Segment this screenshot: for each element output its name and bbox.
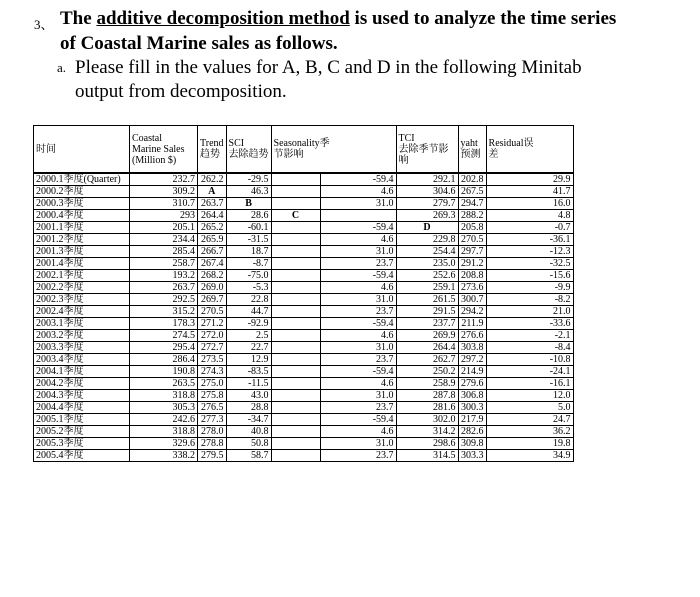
- period-cell: 2001.3季度: [34, 246, 130, 258]
- value-cell: 294.2: [458, 306, 486, 318]
- value-cell: 300.7: [458, 294, 486, 306]
- value-cell: -32.5: [486, 258, 573, 270]
- value-cell: 305.3: [130, 402, 198, 414]
- value-cell: 208.8: [458, 270, 486, 282]
- value-cell: 306.8: [458, 390, 486, 402]
- subquestion-line-1: Please fill in the values for A, B, C and D in the following Minitab: [75, 57, 582, 78]
- value-cell: 274.3: [198, 366, 227, 378]
- value-cell: 237.7: [396, 318, 458, 330]
- period-cell: 2000.4季度: [34, 210, 130, 222]
- value-cell: -9.9: [486, 282, 573, 294]
- value-cell: 31.0: [320, 294, 396, 306]
- value-cell: 282.6: [458, 426, 486, 438]
- value-cell: 310.7: [130, 198, 198, 210]
- value-cell: 211.9: [458, 318, 486, 330]
- value-cell: 318.8: [130, 426, 198, 438]
- value-cell: 259.1: [396, 282, 458, 294]
- value-cell: 202.8: [458, 173, 486, 186]
- header-sci: SCI 去除趋势: [226, 126, 271, 174]
- period-cell: 2000.3季度: [34, 198, 130, 210]
- value-cell: -12.3: [486, 246, 573, 258]
- value-cell: 40.8: [226, 426, 271, 438]
- value-cell: 288.2: [458, 210, 486, 222]
- table-row: [34, 282, 574, 294]
- value-cell: 23.7: [320, 402, 396, 414]
- table-row: [34, 330, 574, 342]
- value-cell: 31.0: [320, 438, 396, 450]
- value-cell: 263.7: [130, 282, 198, 294]
- period-cell: 2002.3季度: [34, 294, 130, 306]
- value-cell: -29.5: [226, 173, 271, 186]
- value-cell: 292.1: [396, 173, 458, 186]
- value-cell: 2.5: [226, 330, 271, 342]
- value-cell: 263.5: [130, 378, 198, 390]
- value-cell: 16.0: [486, 198, 573, 210]
- table-row: [34, 450, 574, 462]
- table-body: [34, 173, 574, 462]
- period-cell: 2002.4季度: [34, 306, 130, 318]
- value-cell: -75.0: [226, 270, 271, 282]
- value-cell: 229.8: [396, 234, 458, 246]
- table-row: [34, 366, 574, 378]
- value-cell: [271, 198, 320, 210]
- period-cell: 2001.4季度: [34, 258, 130, 270]
- value-cell: 267.5: [458, 186, 486, 198]
- value-cell: 302.0: [396, 414, 458, 426]
- value-cell: 58.7: [226, 450, 271, 462]
- value-cell: 269.0: [198, 282, 227, 294]
- subquestion-label: a.: [57, 60, 67, 75]
- subquestion-line-2: output from decomposition.: [75, 81, 287, 102]
- value-cell: -59.4: [320, 270, 396, 282]
- value-cell: 4.8: [486, 210, 573, 222]
- value-cell: 303.8: [458, 342, 486, 354]
- value-cell: -59.4: [320, 173, 396, 186]
- value-cell: -36.1: [486, 234, 573, 246]
- period-cell: 2004.3季度: [34, 390, 130, 402]
- value-cell: 338.2: [130, 450, 198, 462]
- period-cell: 2002.1季度: [34, 270, 130, 282]
- value-cell: 28.6: [226, 210, 271, 222]
- value-cell: [271, 270, 320, 282]
- period-cell: 2001.1季度: [34, 222, 130, 234]
- value-cell: -15.6: [486, 270, 573, 282]
- table-row: [34, 198, 574, 210]
- value-cell: -16.1: [486, 378, 573, 390]
- value-cell: 267.4: [198, 258, 227, 270]
- value-cell: 178.3: [130, 318, 198, 330]
- header-yhat: yaht 预测: [458, 126, 486, 174]
- value-cell: 21.0: [486, 306, 573, 318]
- value-cell: [271, 378, 320, 390]
- value-cell: 12.9: [226, 354, 271, 366]
- value-cell: -33.6: [486, 318, 573, 330]
- table-row: [34, 234, 574, 246]
- value-cell: 297.2: [458, 354, 486, 366]
- value-cell: 292.5: [130, 294, 198, 306]
- value-cell: [271, 258, 320, 270]
- value-cell: 285.4: [130, 246, 198, 258]
- value-cell: 4.6: [320, 186, 396, 198]
- value-cell: 34.9: [486, 450, 573, 462]
- value-cell: [271, 390, 320, 402]
- table-row: [34, 246, 574, 258]
- period-cell: 2000.1季度(Quarter): [34, 173, 130, 186]
- value-cell: 303.3: [458, 450, 486, 462]
- value-cell: [271, 186, 320, 198]
- value-cell: 5.0: [486, 402, 573, 414]
- value-cell: -60.1: [226, 222, 271, 234]
- value-cell: [271, 426, 320, 438]
- value-cell: [271, 342, 320, 354]
- value-cell: 36.2: [486, 426, 573, 438]
- value-cell: 279.7: [396, 198, 458, 210]
- value-cell: 291.2: [458, 258, 486, 270]
- table-row: [34, 186, 574, 198]
- header-sales: Coastal Marine Sales (Million $): [130, 126, 198, 174]
- value-cell: 24.7: [486, 414, 573, 426]
- value-cell: 41.7: [486, 186, 573, 198]
- value-cell: 217.9: [458, 414, 486, 426]
- header-trend: Trend 趋势: [198, 126, 227, 174]
- value-cell: 275.8: [198, 390, 227, 402]
- value-cell: -8.4: [486, 342, 573, 354]
- period-cell: 2001.2季度: [34, 234, 130, 246]
- value-cell: 273.6: [458, 282, 486, 294]
- value-cell: 271.2: [198, 318, 227, 330]
- value-cell: 44.7: [226, 306, 271, 318]
- value-cell: 22.7: [226, 342, 271, 354]
- value-cell: [320, 210, 396, 222]
- value-cell: -24.1: [486, 366, 573, 378]
- value-cell: 23.7: [320, 354, 396, 366]
- value-cell: 28.8: [226, 402, 271, 414]
- value-cell: 300.3: [458, 402, 486, 414]
- table-row: [34, 426, 574, 438]
- value-cell: 193.2: [130, 270, 198, 282]
- value-cell: 297.7: [458, 246, 486, 258]
- value-cell: 314.2: [396, 426, 458, 438]
- value-cell: -8.2: [486, 294, 573, 306]
- period-cell: 2003.4季度: [34, 354, 130, 366]
- value-cell: 254.4: [396, 246, 458, 258]
- value-cell: [271, 282, 320, 294]
- value-cell: 276.6: [458, 330, 486, 342]
- value-cell: 190.8: [130, 366, 198, 378]
- value-cell: 279.6: [458, 378, 486, 390]
- value-cell: -8.7: [226, 258, 271, 270]
- method-name: additive decomposition method: [96, 8, 350, 29]
- value-cell: 265.2: [198, 222, 227, 234]
- value-cell: 22.8: [226, 294, 271, 306]
- value-cell: 287.8: [396, 390, 458, 402]
- value-cell: 266.7: [198, 246, 227, 258]
- value-cell: 232.7: [130, 173, 198, 186]
- blank-d-cell: D: [396, 222, 458, 234]
- value-cell: 46.3: [226, 186, 271, 198]
- period-cell: 2002.2季度: [34, 282, 130, 294]
- period-cell: 2004.1季度: [34, 366, 130, 378]
- value-cell: 268.2: [198, 270, 227, 282]
- value-cell: 279.5: [198, 450, 227, 462]
- value-cell: 29.9: [486, 173, 573, 186]
- value-cell: 276.5: [198, 402, 227, 414]
- value-cell: 19.8: [486, 438, 573, 450]
- value-cell: 315.2: [130, 306, 198, 318]
- value-cell: 269.9: [396, 330, 458, 342]
- value-cell: 4.6: [320, 426, 396, 438]
- header-tci: TCI 去除季节影 响: [396, 126, 458, 174]
- value-cell: [271, 222, 320, 234]
- decomposition-table: [33, 125, 574, 462]
- value-cell: 4.6: [320, 282, 396, 294]
- table-row: [34, 342, 574, 354]
- value-cell: -59.4: [320, 222, 396, 234]
- value-cell: 309.8: [458, 438, 486, 450]
- value-cell: -34.7: [226, 414, 271, 426]
- question-title-line-1: The additive decomposition method is used to analyze the time series: [60, 8, 617, 29]
- period-cell: 2005.3季度: [34, 438, 130, 450]
- value-cell: [271, 246, 320, 258]
- table-row: [34, 270, 574, 282]
- value-cell: 31.0: [320, 198, 396, 210]
- value-cell: 258.9: [396, 378, 458, 390]
- period-cell: 2003.2季度: [34, 330, 130, 342]
- value-cell: [271, 402, 320, 414]
- value-cell: 262.7: [396, 354, 458, 366]
- value-cell: 31.0: [320, 342, 396, 354]
- value-cell: 269.7: [198, 294, 227, 306]
- value-cell: 304.6: [396, 186, 458, 198]
- value-cell: -92.9: [226, 318, 271, 330]
- value-cell: 329.6: [130, 438, 198, 450]
- value-cell: [271, 306, 320, 318]
- value-cell: 281.6: [396, 402, 458, 414]
- value-cell: 293: [130, 210, 198, 222]
- value-cell: 269.3: [396, 210, 458, 222]
- table-row: [34, 318, 574, 330]
- period-cell: 2005.4季度: [34, 450, 130, 462]
- value-cell: 278.0: [198, 426, 227, 438]
- period-cell: 2004.2季度: [34, 378, 130, 390]
- value-cell: [271, 414, 320, 426]
- value-cell: -59.4: [320, 318, 396, 330]
- value-cell: 31.0: [320, 390, 396, 402]
- question-title-line-2: of Coastal Marine sales as follows.: [60, 33, 338, 54]
- value-cell: 318.8: [130, 390, 198, 402]
- value-cell: 4.6: [320, 234, 396, 246]
- value-cell: 4.6: [320, 378, 396, 390]
- value-cell: 250.2: [396, 366, 458, 378]
- table-row: [34, 390, 574, 402]
- value-cell: 270.5: [458, 234, 486, 246]
- value-cell: 258.7: [130, 258, 198, 270]
- period-cell: 2003.1季度: [34, 318, 130, 330]
- period-cell: 2005.2季度: [34, 426, 130, 438]
- table-row: [34, 173, 574, 186]
- value-cell: 18.7: [226, 246, 271, 258]
- period-cell: 2004.4季度: [34, 402, 130, 414]
- value-cell: 264.4: [396, 342, 458, 354]
- table-row: [34, 222, 574, 234]
- value-cell: [271, 450, 320, 462]
- question-number: 3、: [34, 17, 54, 32]
- value-cell: 265.9: [198, 234, 227, 246]
- value-cell: -2.1: [486, 330, 573, 342]
- value-cell: 263.7: [198, 198, 227, 210]
- value-cell: -31.5: [226, 234, 271, 246]
- value-cell: [271, 438, 320, 450]
- value-cell: 295.4: [130, 342, 198, 354]
- table-row: [34, 414, 574, 426]
- period-cell: 2005.1季度: [34, 414, 130, 426]
- value-cell: 274.5: [130, 330, 198, 342]
- value-cell: 242.6: [130, 414, 198, 426]
- table-header-row: [34, 126, 574, 174]
- value-cell: 286.4: [130, 354, 198, 366]
- value-cell: 270.5: [198, 306, 227, 318]
- value-cell: -5.3: [226, 282, 271, 294]
- value-cell: 43.0: [226, 390, 271, 402]
- value-cell: 277.3: [198, 414, 227, 426]
- value-cell: 31.0: [320, 246, 396, 258]
- value-cell: [271, 294, 320, 306]
- value-cell: 205.1: [130, 222, 198, 234]
- table-row: [34, 378, 574, 390]
- value-cell: 23.7: [320, 258, 396, 270]
- value-cell: 234.4: [130, 234, 198, 246]
- value-cell: -11.5: [226, 378, 271, 390]
- table-row: [34, 258, 574, 270]
- table-row: [34, 306, 574, 318]
- value-cell: 12.0: [486, 390, 573, 402]
- value-cell: [271, 330, 320, 342]
- value-cell: -59.4: [320, 414, 396, 426]
- table-row: [34, 210, 574, 222]
- value-cell: [271, 173, 320, 186]
- value-cell: [271, 366, 320, 378]
- value-cell: -10.8: [486, 354, 573, 366]
- value-cell: 275.0: [198, 378, 227, 390]
- header-time: 时间: [34, 126, 130, 174]
- value-cell: 298.6: [396, 438, 458, 450]
- value-cell: 235.0: [396, 258, 458, 270]
- value-cell: 291.5: [396, 306, 458, 318]
- value-cell: 272.7: [198, 342, 227, 354]
- value-cell: 4.6: [320, 330, 396, 342]
- blank-a-cell: A: [198, 186, 227, 198]
- value-cell: 50.8: [226, 438, 271, 450]
- blank-c-cell: C: [271, 210, 320, 222]
- value-cell: 252.6: [396, 270, 458, 282]
- value-cell: 205.8: [458, 222, 486, 234]
- table-row: [34, 438, 574, 450]
- value-cell: [271, 354, 320, 366]
- value-cell: 294.7: [458, 198, 486, 210]
- value-cell: -0.7: [486, 222, 573, 234]
- value-cell: -83.5: [226, 366, 271, 378]
- period-cell: 2000.2季度: [34, 186, 130, 198]
- value-cell: 278.8: [198, 438, 227, 450]
- value-cell: 273.5: [198, 354, 227, 366]
- table-row: [34, 294, 574, 306]
- value-cell: 214.9: [458, 366, 486, 378]
- value-cell: [271, 234, 320, 246]
- value-cell: 309.2: [130, 186, 198, 198]
- value-cell: 23.7: [320, 450, 396, 462]
- blank-b-cell: B: [226, 198, 271, 210]
- value-cell: 272.0: [198, 330, 227, 342]
- period-cell: 2003.3季度: [34, 342, 130, 354]
- header-seasonality: Seasonality季 节影响: [271, 126, 396, 174]
- value-cell: -59.4: [320, 366, 396, 378]
- value-cell: 262.2: [198, 173, 227, 186]
- value-cell: [271, 318, 320, 330]
- value-cell: 23.7: [320, 306, 396, 318]
- table-row: [34, 354, 574, 366]
- value-cell: 264.4: [198, 210, 227, 222]
- header-residual: Residual误 差: [486, 126, 573, 174]
- value-cell: 261.5: [396, 294, 458, 306]
- value-cell: 314.5: [396, 450, 458, 462]
- table-row: [34, 402, 574, 414]
